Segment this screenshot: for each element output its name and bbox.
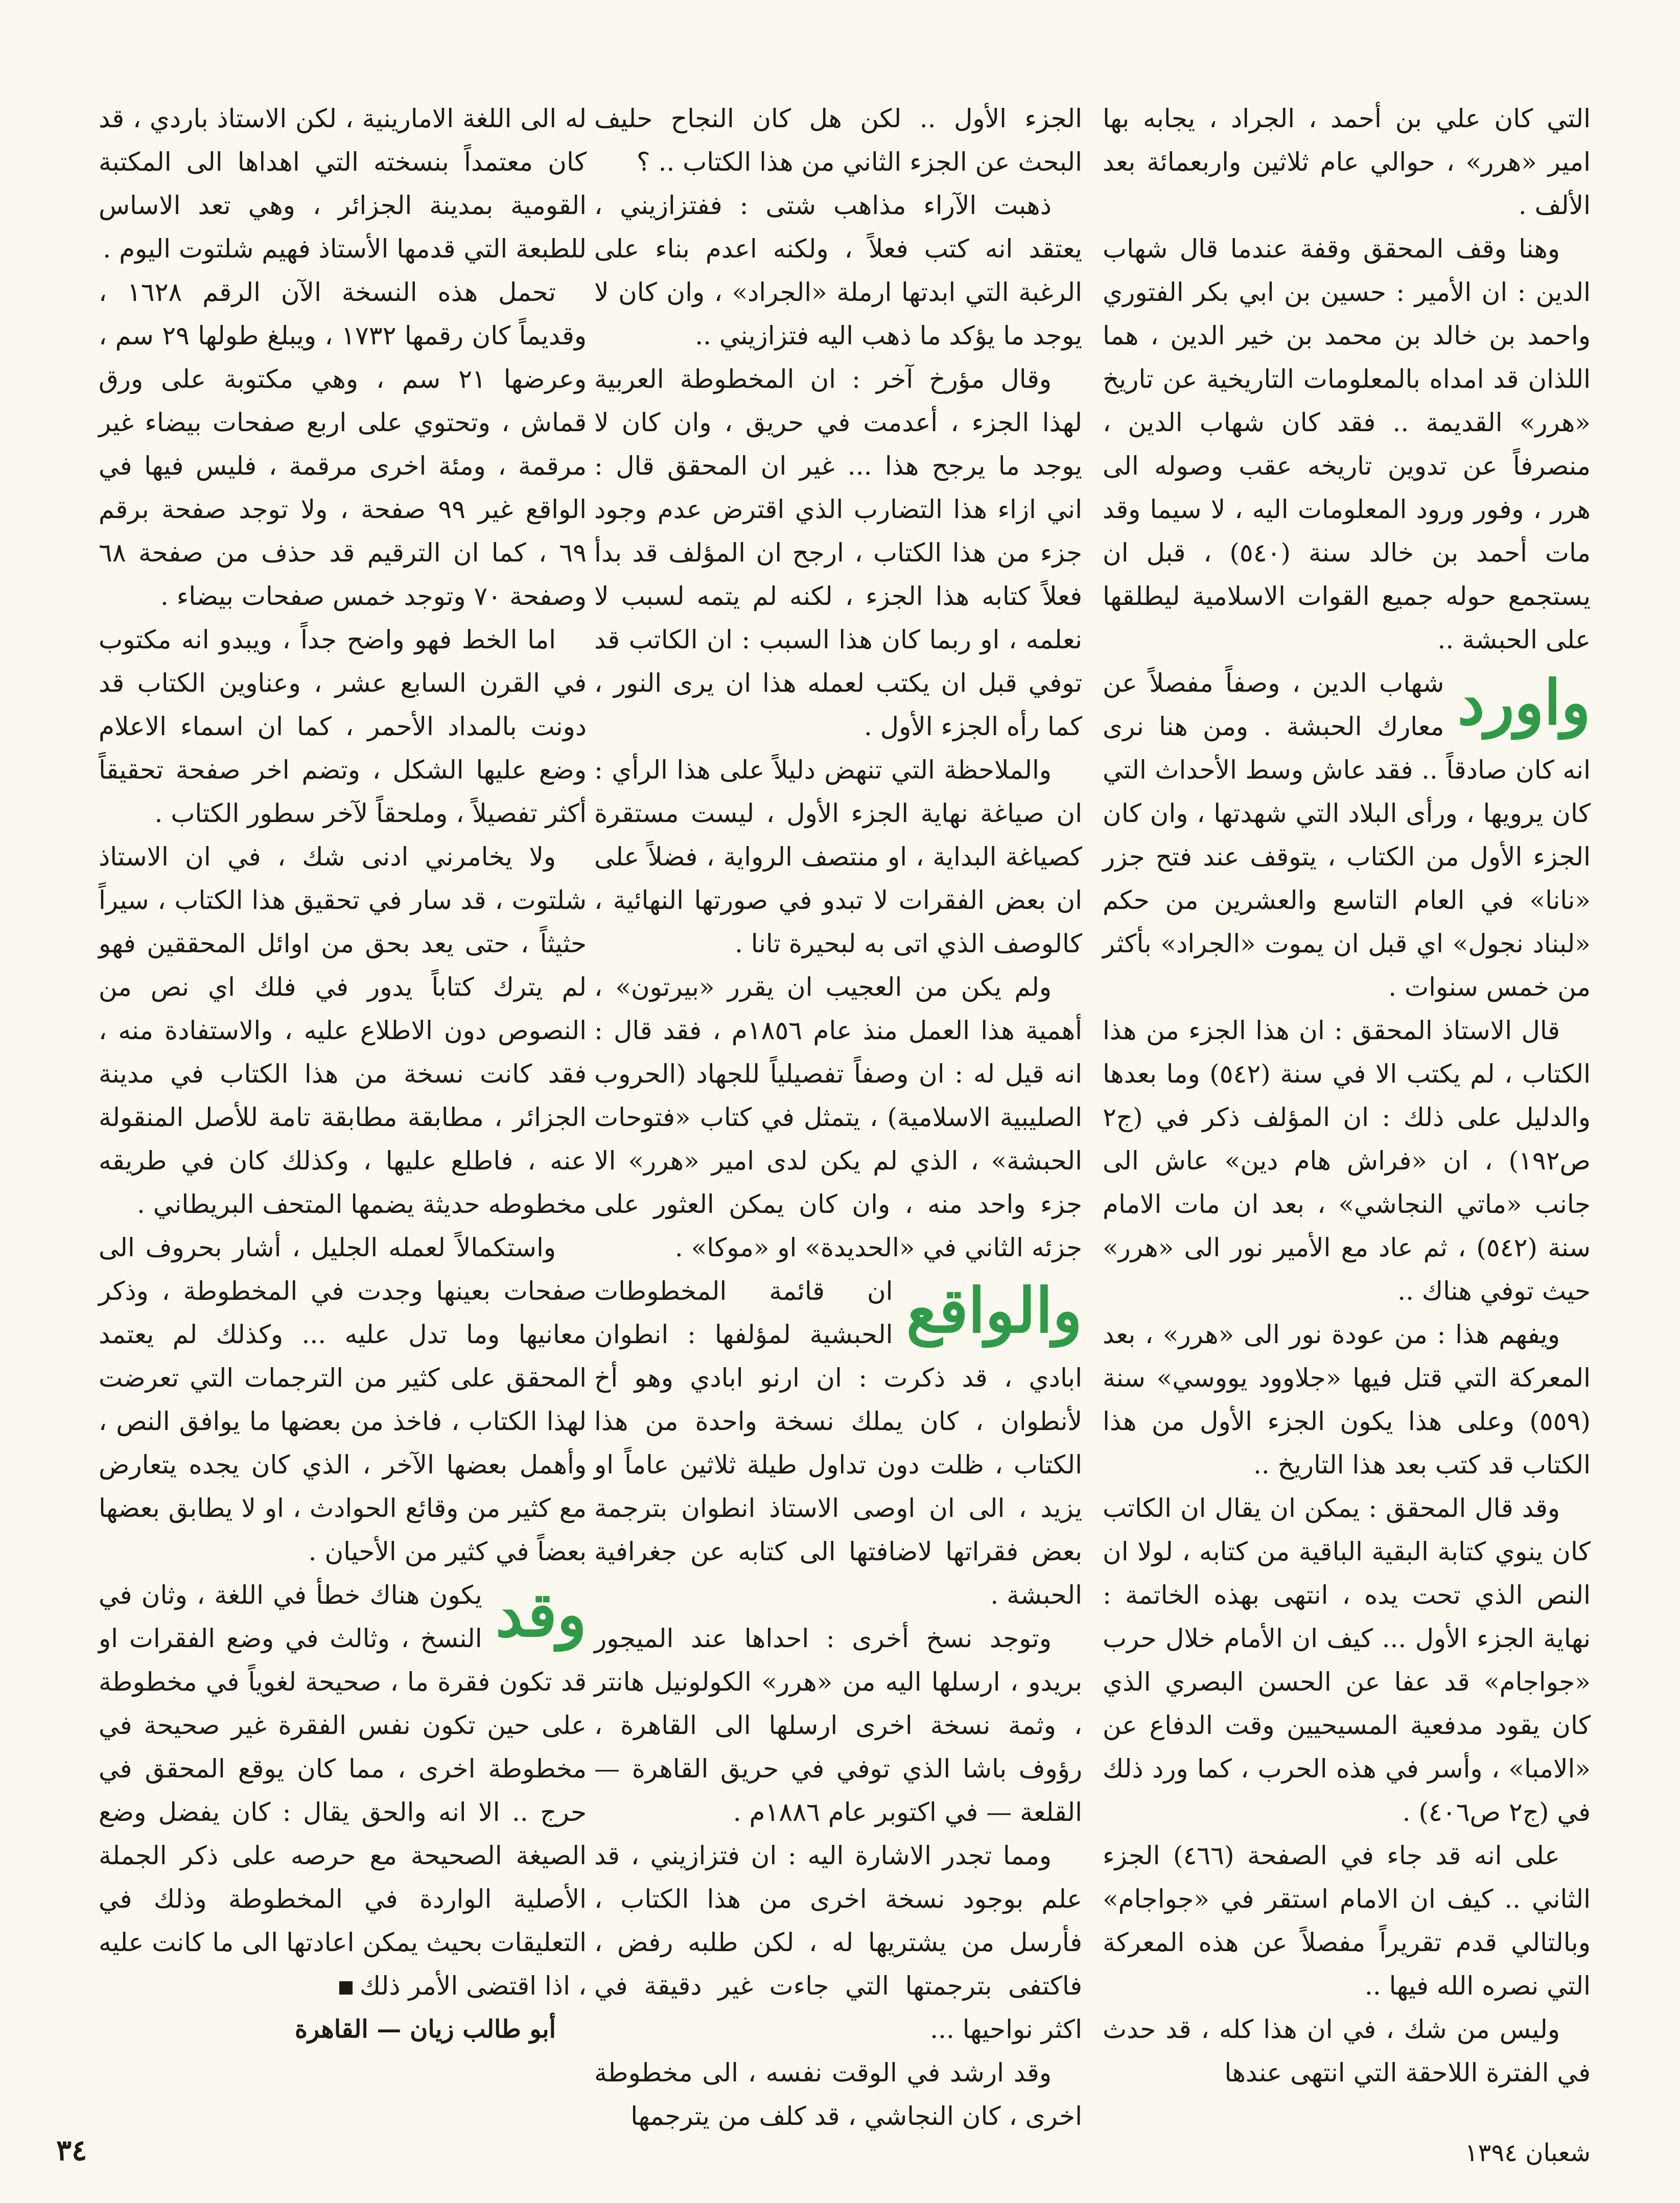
green-lead-word: وقد (495, 1579, 587, 1651)
paragraph: ذهبت الآراء مذاهب شتى : ففتزازيني ، يعتقد انه كتب فعلاً ، ولكنه اعدم بناء على الرغبة التي ابدتها ارملة «الجراد» ، وان كان لا يوجد ما يؤكد ما ذهب اليه فتزازيني .. (594, 191, 1082, 350)
paragraph: له الى اللغة الامارينية ، لكن الاستاذ باردي ، قد كان معتمداً بنسخته التي اهداها الى المكتبة القومية بمدينة الجزائر ، وهي تعد الاساس للطبعة التي قدمها الأستاذ فهيم شلتوت اليوم . (99, 104, 587, 264)
paragraph-with-lead (99, 1574, 587, 2008)
page-footer (0, 2126, 1680, 2167)
author-signature: أبو طالب زيان — القاهرة (294, 2015, 556, 2044)
paragraph: وهنا وقف المحقق وقفة عندما قال شهاب الدين : ان الأمير : حسين بن ابي بكر الفتوري واحمد بن خالد بن محمد بن خير الدين ، هما اللذان قد امداه بالمعلومات التاريخية عن تاريخ «هرر» القديمة .. فقد كان شهاب الدين ، منصرفاً عن تدوين تاريخه عقب وصوله الى هرر ، وفور ورود المعلومات اليه ، لا سيما وقد مات أحمد بن خالد سنة (٥٤٠) ، قبل ان يستجمع حوله جميع القوات الاسلامية ليطلقها على الحبشة .. (1103, 234, 1591, 654)
paragraph-text: يكون هناك خطأ في اللغة ، وثان في النسخ ، وثالث في وضع الفقرات او قد تكون فقرة ما ، صحيحة لغوياً في مخطوطة على حين تكون نفس الفقرة غير صحيحة في مخطوطة اخرى ، مما كان يوقع المحقق في حرج .. الا انه والحق يقال : كان يفضل وضع الصيغة الصحيحة مع حرصه على ذكر الجملة الأصلية الواردة في المخطوطة وذلك في التعليقات بحيث يمكن اعادتها الى ما كانت عليه ، اذا اقتضى الأمر ذلك (99, 1580, 587, 2001)
page-number: ٣٤ (56, 2134, 87, 2167)
issue-date: شعبان ١٣٩٤ (1464, 2139, 1591, 2167)
paragraph: وقال مؤرخ آخر : ان المخطوطة العربية لهذا الجزء ، أعدمت في حريق ، وان كان لا يوجد ما يرجح هذا ... غير ان المحقق قال : اني ازاء هذا التضارب الذي اقترض عدم وجود جزء من هذا الكتاب ، ارجح ان المؤلف قد بدأ فعلاً كتابه هذا الجزء ، لكنه لم يتمه لسبب لا نعلمه ، او ربما كان هذا السبب : ان الكاتب قد توفي قبل ان يكتب لعمله هذا ان يرى النور ، كما رأه الجزء الأول . (594, 364, 1082, 741)
paragraph: على انه قد جاء في الصفحة (٤٦٦) الجزء الثاني .. كيف ان الامام استقر في «جواجام» وبالتالي قدم تقريراً مفصلاً عن هذه المعركة التي نصره الله فيها .. (1103, 1841, 1591, 2001)
paragraph: وتوجد نسخ أخرى : احداها عند الميجور بريدو ، ارسلها اليه من «هرر» الكولونيل هانتر ، وثمة نسخة اخرى ارسلها الى القاهرة ، رؤوف باشا الذي توفي في حريق القاهرة — القلعة — في اكتوبر عام ١٨٨٦م . (594, 1624, 1082, 1827)
article-column-middle (594, 97, 1082, 2131)
green-lead-word: واورد (1457, 667, 1591, 739)
paragraph-text: ان قائمة المخطوطات الحبشية لمؤلفها : انطوان ابادي ، قد ذكرت : ان ارنو ابادي وهو أخ لأنطوان ، كان يملك نسخة واحدة من هذا الكتاب ، ظلت دون تداول طيلة ثلاثين عاماً او يزيد ، الى ان اوصى الاستاذ انطوان بترجمة بعض فقراتها لاضافتها الى كتابه عن جغرافية الحبشة . (594, 1276, 1082, 1610)
paragraph: ويفهم هذا : من عودة نور الى «هرر» ، بعد المعركة التي قتل فيها «جلاوود يووسي» سنة (٥٥٩) وعلى هذا يكون الجزء الأول من هذا الكتاب قد كتب بعد هذا التاريخ .. (1103, 1320, 1591, 1480)
paragraph: التي كان علي بن أحمد ، الجراد ، يجابه بها امير «هرر» ، حوالي عام ثلاثين واربعمائة بعد الألف . (1103, 104, 1591, 220)
paragraph: قال الاستاذ المحقق : ان هذا الجزء من هذا الكتاب ، لم يكتب الا في سنة (٥٤٢) وما بعدها والدليل على ذلك : ان المؤلف ذكر في (ج٢ ص١٩٢) ، ان «فراش هام دين» عاش الى جانب «ماتي النجاشي» ، بعد ان مات الامام سنة (٥٤٢) ، ثم عاد مع الأمير نور الى «هرر» حيث توفي هناك .. (1103, 1016, 1591, 1306)
green-lead-word: والواقع (906, 1275, 1082, 1347)
paragraph: ولا يخامرني ادنى شك ، في ان الاستاذ شلتوت ، قد سار في تحقيق هذا الكتاب ، سيراً حثيثاً ، حتى يعد بحق من اوائل المحققين فهو لم يترك كتاباً يدور في فلك اي نص من النصوص دون الاطلاع عليه ، والاستفادة منه ، فقد كانت نسخة من هذا الكتاب في مدينة الجزائر ، مطابقة مطابقة تامة للأصل المنقولة عنه ، فاطلع عليها ، وكذلك كان في طريقه مخطوطه حديثة يضمها المتحف البريطاني . (99, 842, 587, 1219)
paragraph: وقد قال المحقق : يمكن ان يقال ان الكاتب كان ينوي كتابة البقية الباقية من كتابه ، لولا ان النص الذي تحت يده ، انتهى بهذه الخاتمة : نهاية الجزء الأول ... كيف ان الأمام خلال حرب «جواجام» قد عفا عن الحسن البصري الذي كان يقود مدفعية المسيحيين وقت الدفاع عن «الامبا» ، وأسر في هذه الحرب ، كما ورد ذلك في (ج٢ ص٤٠٦) . (1103, 1493, 1591, 1827)
paragraph: ومما تجدر الاشارة اليه : ان فتزازيني ، قد علم بوجود نسخة اخرى من هذا الكتاب ، فأرسل من يشتريها له ، لكن طلبه رفض ، فاكتفى بترجمتها التي جاءت غير دقيقة في اكثر نواحيها ... (594, 1841, 1082, 2044)
paragraph: وقد ارشد في الوقت نفسه ، الى مخطوطة اخرى ، كان النجاشي ، قد كلف من يترجمها (594, 2058, 1082, 2131)
paragraph-with-lead (1103, 662, 1591, 1009)
paragraph: اما الخط فهو واضح جداً ، ويبدو انه مكتوب في القرن السابع عشر ، وعناوين الكتاب قد دونت بالمداد الأحمر ، كما ان اسماء الاعلام وضع عليها الشكل ، وتضم اخر صفحة تحقيقاً أكثر تفصيلاً ، وملحقاً لآخر سطور الكتاب . (99, 625, 587, 828)
paragraph-with-lead (594, 1270, 1082, 1617)
paragraph: واستكمالاً لعمله الجليل ، أشار بحروف الى صفحات بعينها وجدت في المخطوطة ، وذكر معانيها وما تدل عليه ... وكذلك لم يعتمد المحقق على كثير من الترجمات التي تعرضت لهذا الكتاب ، فاخذ من بعضها ما يوافق النص ، وأهمل بعضها الآخر ، الذي كان يجده يتعارض مع كثير من وقائع الحوادث ، او لا يطابق بعضها بعضاً في كثير من الأحيان . (99, 1233, 587, 1566)
article-column-left (99, 97, 587, 2105)
paragraph: وليس من شك ، في ان هذا كله ، قد حدث في الفترة اللاحقة التي انتهى عندها (1103, 2014, 1591, 2088)
paragraph-text: شهاب الدين ، وصفاً مفصلاً عن معارك الحبشة . ومن هنا نرى انه كان صادقاً .. فقد عاش وسط الأحداث التي كان يرويها ، ورأى البلاد التي شهدتها ، وان كان الجزء الأول من الكتاب ، يتوقف عند فتح جزر «نانا» في العام التاسع والعشرين من حكم «لبناد نجول» اي قبل ان يموت «الجراد» بأكثر من خمس سنوات . (1103, 668, 1591, 1002)
paragraph: ولم يكن من العجيب ان يقرر «بيرتون» ، أهمية هذا العمل منذ عام ١٨٥٦م ، فقد قال : انه قيل له : ان وصفاً تفصيلياً للجهاد (الحروب الصليبية الاسلامية) ، يتمثل في كتاب «فتوحات الحبشة» ، الذي لم يكن لدى امير «هرر» الا جزء واحد منه ، وان كان يمكن العثور على جزئه الثاني في «الحديدة» او «موكا» . (594, 972, 1082, 1262)
article-column-right (1103, 97, 1591, 2105)
paragraph: تحمل هذه النسخة الآن الرقم ١٦٢٨ ، وقديماً كان رقمها ١٧٣٢ ، ويبلغ طولها ٢٩ سم ، وعرضها ٢١ سم ، وهي مكتوبة على ورق قماش ، وتحتوي على اربع صفحات بيضاء غير مرقمة ، ومئة اخرى مرقمة ، فليس فيها في الواقع غير ٩٩ صفحة ، ولا توجد صفحة برقم ٦٩ ، كما ان الترقيم قد حذف من صفحة ٦٨ وصفحة ٧٠ وتوجد خمس صفحات بيضاء . (99, 277, 587, 611)
end-of-article-square-icon (339, 1981, 353, 1995)
paragraph: الجزء الأول .. لكن هل كان النجاح حليف البحث عن الجزء الثاني من هذا الكتاب .. ؟ (594, 104, 1082, 177)
paragraph: والملاحظة التي تنهض دليلاً على هذا الرأي : ان صياغة نهاية الجزء الأول ، ليست مستقرة كصياغة البداية ، او منتصف الرواية ، فضلاً على ان بعض الفقرات لا تبدو في صورتها النهائية ، كالوصف الذي اتى به لبحيرة تانا . (594, 755, 1082, 958)
